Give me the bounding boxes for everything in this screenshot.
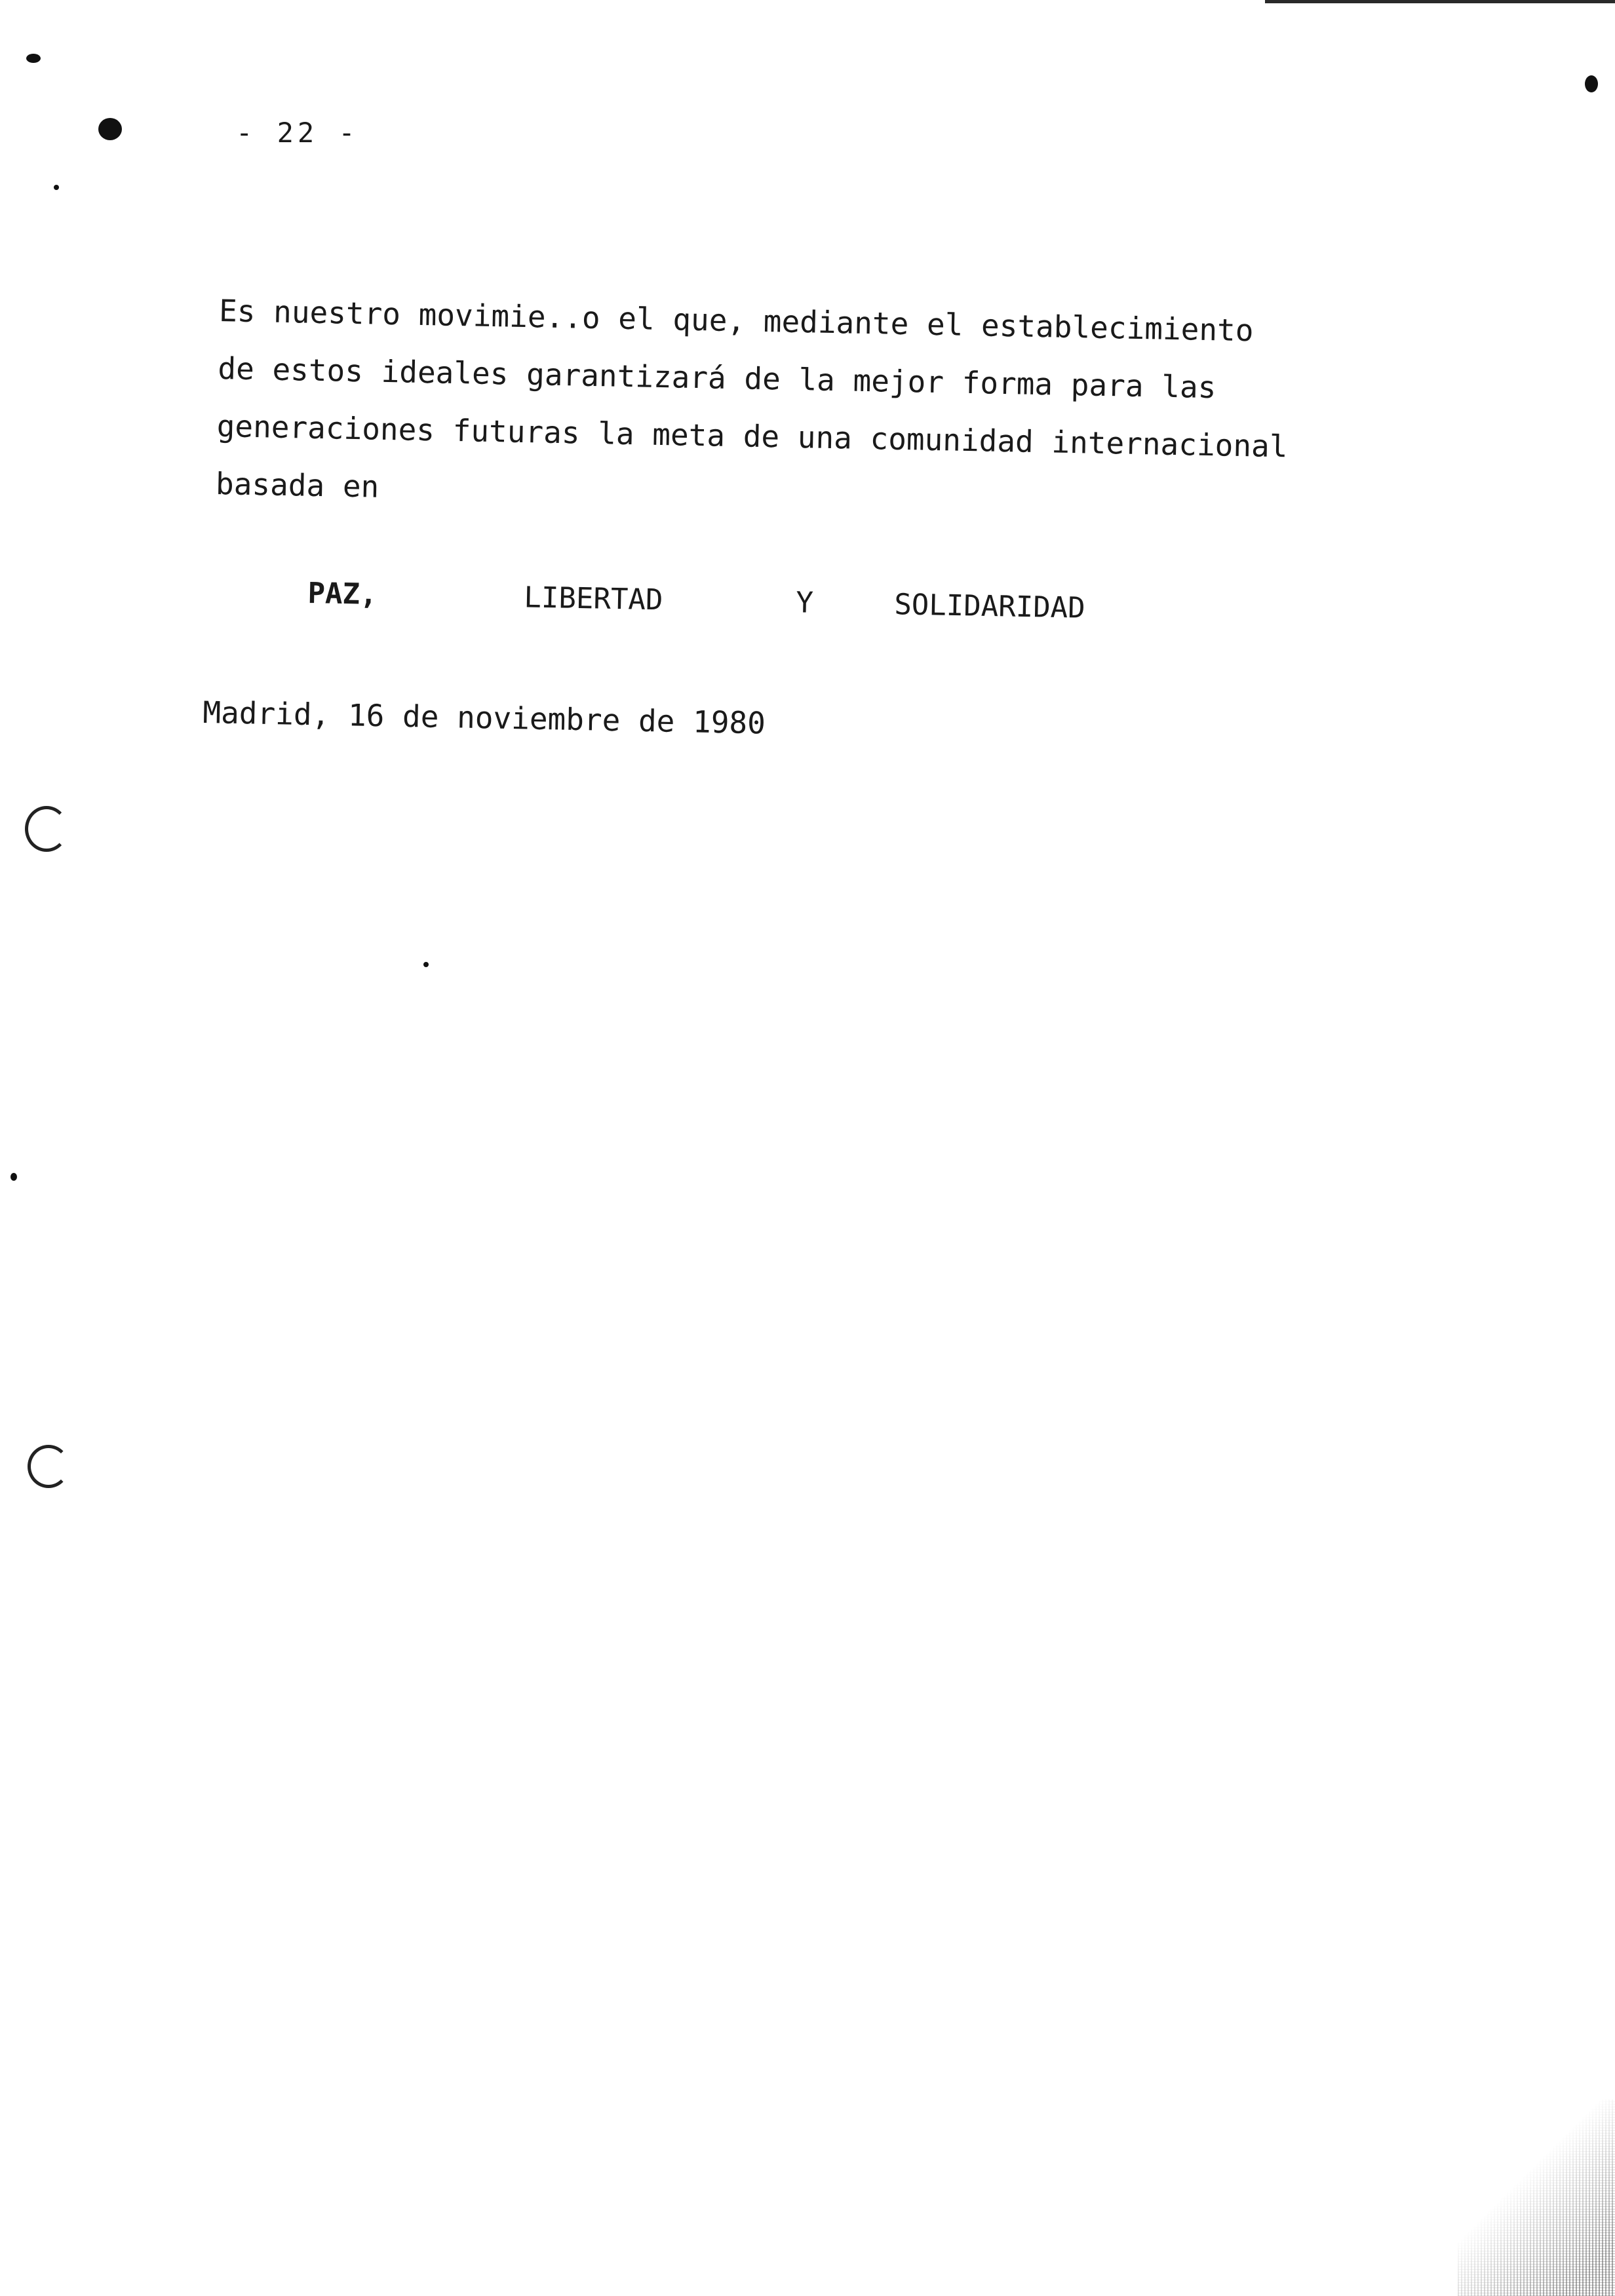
body-paragraph — [215, 282, 1399, 535]
motto-word-y: Y — [795, 586, 814, 620]
scan-speck — [26, 54, 41, 63]
scan-speck — [54, 185, 59, 190]
paragraph-line: Es nuestro movimie..o el que, mediante el establecimiento — [218, 292, 1254, 349]
scan-edge-line — [1265, 0, 1615, 3]
scan-edge-noise — [1458, 2099, 1615, 2296]
paragraph-line: generaciones futuras la meta de una comunidad internacional — [216, 408, 1288, 465]
scan-speck — [10, 1173, 17, 1181]
motto-word-libertad: LIBERTAD — [523, 581, 663, 617]
motto-word-solidaridad: SOLIDARIDAD — [893, 588, 1086, 625]
scan-speck — [1585, 75, 1598, 92]
motto-line — [307, 577, 1199, 625]
motto-word-paz: PAZ, — [307, 577, 378, 612]
punch-hole-mark — [25, 806, 68, 852]
paragraph-line: de estos ideales garantizará de la mejor forma para las — [217, 350, 1216, 406]
scan-speck — [423, 962, 429, 967]
scan-speck — [98, 118, 122, 140]
page-number: - 22 - — [236, 117, 359, 149]
dateline: Madrid, 16 de noviembre de 1980 — [202, 695, 766, 741]
punch-hole-mark — [28, 1445, 69, 1488]
paragraph-line: basada en — [215, 465, 379, 505]
